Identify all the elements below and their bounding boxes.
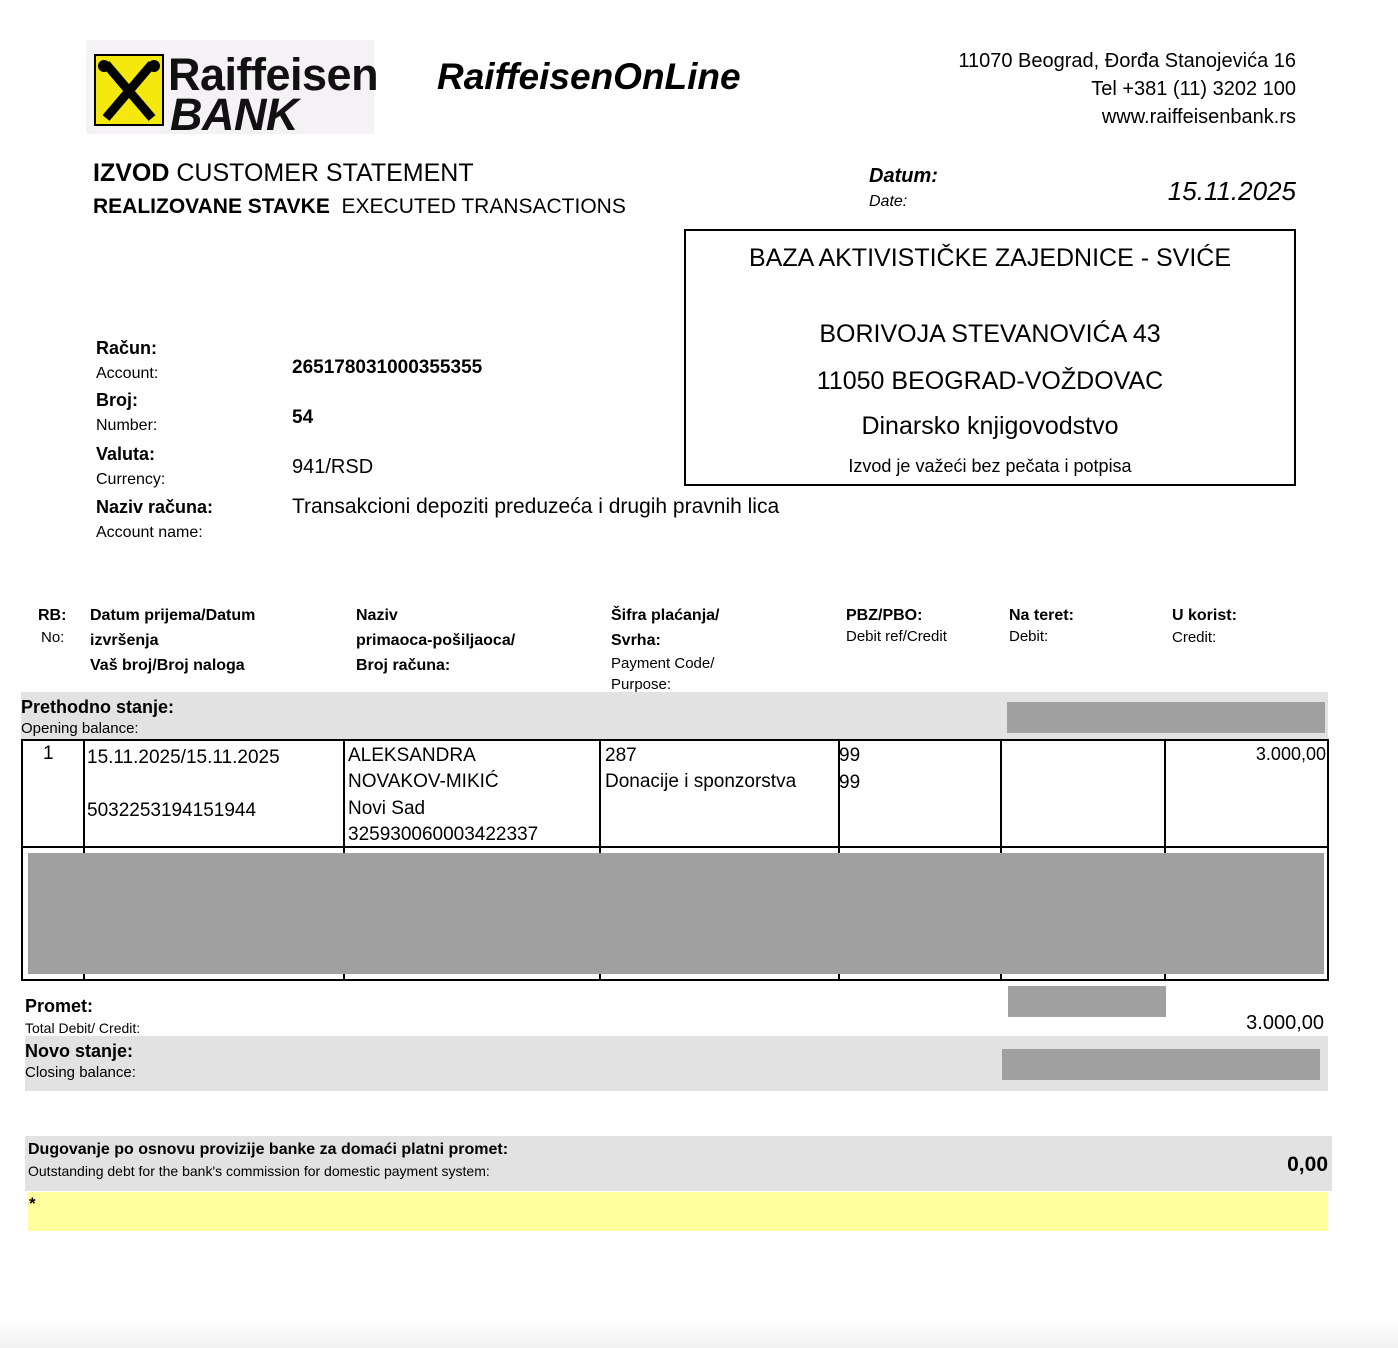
column-header-code: Šifra plaćanja/ Svrha: Payment Code/ Purpose: (611, 607, 720, 692)
closing-balance-row (25, 1036, 1328, 1091)
column-header-pbz: PBZ/PBO: Debit ref/Credit (846, 607, 947, 645)
table-row (21, 739, 1329, 848)
redaction-block (28, 853, 1324, 974)
column-header-credit: U korist: Credit: (1172, 607, 1237, 646)
statement-subtitle-sr: REALIZOVANE STAVKE (93, 195, 330, 218)
table-row-redacted (21, 846, 1329, 981)
client-address-box (684, 229, 1296, 486)
number-label-en: Number: (96, 417, 158, 434)
closing-balance-label-sr: Novo stanje: (25, 1041, 134, 1061)
commission-row (25, 1136, 1332, 1191)
turnover-debit-redacted (1008, 986, 1166, 1017)
client-name: BAZA AKTIVISTIČKE ZAJEDNICE - SVIĆE (748, 244, 1232, 272)
number-label-sr: Broj: (96, 390, 138, 410)
service-title: RaiffeisenOnLine (437, 56, 741, 97)
account-name-label-en: Account name: (96, 524, 203, 541)
client-city: 11050 BEOGRAD-VOŽDOVAC (816, 367, 1164, 395)
statement-subtitle (93, 195, 626, 219)
closing-balance-label-en: Closing balance: (25, 1064, 136, 1081)
date-label-sr: Datum: (869, 165, 938, 187)
currency-value: 941/RSD (292, 456, 374, 478)
statement-number: 54 (292, 407, 314, 428)
row-party-name-line2: NOVAKOV-MIKIĆ (348, 771, 499, 792)
bank-phone: Tel +381 (11) 3202 100 (1091, 78, 1296, 100)
column-header-no: RB: No: (38, 607, 67, 646)
logo-wordmark-line1: Raiffeisen (168, 49, 379, 100)
bank-address: 11070 Beograd, Đorđa Stanojevića 16 (958, 50, 1296, 72)
footnote-marker: * (29, 1194, 36, 1213)
commission-label-en: Outstanding debt for the bank's commission for domestic payment system: (28, 1163, 490, 1179)
opening-balance-redacted (1007, 702, 1325, 733)
opening-balance-label-en: Opening balance: (21, 720, 139, 737)
row-order-number: 5032253194151944 (87, 800, 257, 821)
statement-subtitle-en: EXECUTED TRANSACTIONS (341, 195, 626, 218)
account-label-en: Account: (96, 365, 159, 382)
statement-title-en: CUSTOMER STATEMENT (176, 159, 474, 187)
bank-website[interactable]: www.raiffeisenbank.rs (1101, 106, 1296, 128)
footnote-band (28, 1192, 1328, 1231)
validity-note: Izvod je važeći bez pečata i potpisa (848, 456, 1132, 476)
currency-label-en: Currency: (96, 471, 166, 488)
commission-label-sr: Dugovanje po osnovu provizije banke za domaći platni promet: (28, 1141, 509, 1158)
row-dates: 15.11.2025/15.11.2025 (87, 747, 280, 768)
client-department: Dinarsko knjigovodstvo (861, 412, 1119, 440)
account-number: 265178031000355355 (292, 357, 483, 378)
column-header-debit: Na teret: Debit: (1009, 607, 1074, 645)
turnover-credit: 3.000,00 (1246, 1012, 1324, 1034)
turnover-label-en: Total Debit/ Credit: (25, 1020, 141, 1036)
row-party-name-line1: ALEKSANDRA (348, 745, 476, 766)
statement-title (93, 159, 474, 188)
turnover-row (25, 994, 1328, 1038)
row-party-city: Novi Sad (348, 798, 426, 819)
closing-balance-redacted (1002, 1049, 1320, 1080)
column-header-dates: Datum prijema/Datum izvršenja Vaš broj/Broj naloga (90, 607, 256, 674)
page-bottom-shade (0, 1318, 1398, 1348)
client-street: BORIVOJA STEVANOVIĆA 43 (819, 320, 1161, 348)
row-party-account: 325930060003422337 (348, 824, 539, 845)
row-pbz-debit: 99 (839, 745, 861, 766)
date-label-en: Date: (869, 193, 908, 210)
column-header-name: Naziv primaoca-pošiljaoca/ Broj računa: (356, 607, 516, 674)
row-payment-code: 287 (605, 745, 637, 766)
statement-date: 15.11.2025 (1167, 176, 1296, 206)
turnover-label-sr: Promet: (25, 996, 94, 1016)
row-pbz-credit: 99 (839, 772, 861, 793)
bank-contact (958, 47, 1296, 131)
table-header (0, 603, 1398, 691)
account-label-sr: Račun: (96, 338, 158, 358)
raiffeisen-logo-icon (94, 54, 164, 126)
logo-wordmark-line2: BANK (170, 89, 298, 140)
account-name-value: Transakcioni depoziti preduzeća i drugih pravnih lica (292, 495, 780, 518)
account-name-label-sr: Naziv računa: (96, 497, 214, 517)
commission-value: 0,00 (1287, 1153, 1328, 1176)
opening-balance-row (21, 692, 1328, 739)
row-credit: 3.000,00 (1255, 744, 1326, 764)
opening-balance-label-sr: Prethodno stanje: (21, 697, 175, 717)
statement-title-sr: IZVOD (93, 159, 170, 187)
currency-label-sr: Valuta: (96, 444, 156, 464)
row-number: 1 (43, 743, 54, 764)
row-purpose: Donacije i sponzorstva (605, 771, 797, 792)
